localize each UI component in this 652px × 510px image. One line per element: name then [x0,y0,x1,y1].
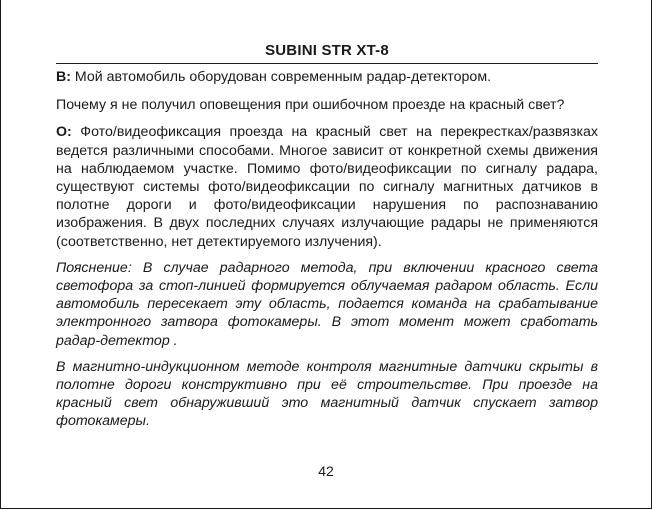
answer-text: Фото/видеофиксация проезда на красный свет на перекрестках/развязках ведется различными способами. Многое зависит от конкретной схемы движения на наблюдаемом участке. Помимо фото/видеофиксации по сигналу радара, существуют системы фото/видеофиксации по сигналу магнитных датчиков в полотне дороги и фото/видеофиксации нарушения по распознаванию изображения. В двух последних случаях излучающие радары не применяются (соответственно, нет детектируемого излучения). [56,124,598,250]
answer-marker: О: [56,124,72,141]
page-number: 42 [318,463,334,479]
explanation-magnetic: В магнитно-индукционном методе контроля магнитные датчики скрыты в полотне дороги конструктивно при её строительстве. При проезде на красный свет обнаруживший это магнитный датчик спускает затвор фотокамеры. [56,358,598,430]
question-why: Почему я не получил оповещения при ошибочном проезде на красный свет? [56,97,565,114]
answer-paragraph [56,123,598,250]
question-marker: В: [56,69,71,85]
explanation-radar: Пояснение: В случае радарного метода, при включении красного света светофора за стоп-линией формируется облучаемая радаром область. Если автомобиль пересекает эту область, подается команда на срабатывание электронного затвора фотокамеры. В этот момент может сработать радар-детектор . [56,259,598,349]
question-text: Мой автомобиль оборудован современным радар-детектором. [70,69,492,85]
header-rule [56,63,598,64]
question-line [56,68,598,86]
page-content [56,68,598,439]
page-header-title: SUBINI STR XT-8 [265,42,389,59]
